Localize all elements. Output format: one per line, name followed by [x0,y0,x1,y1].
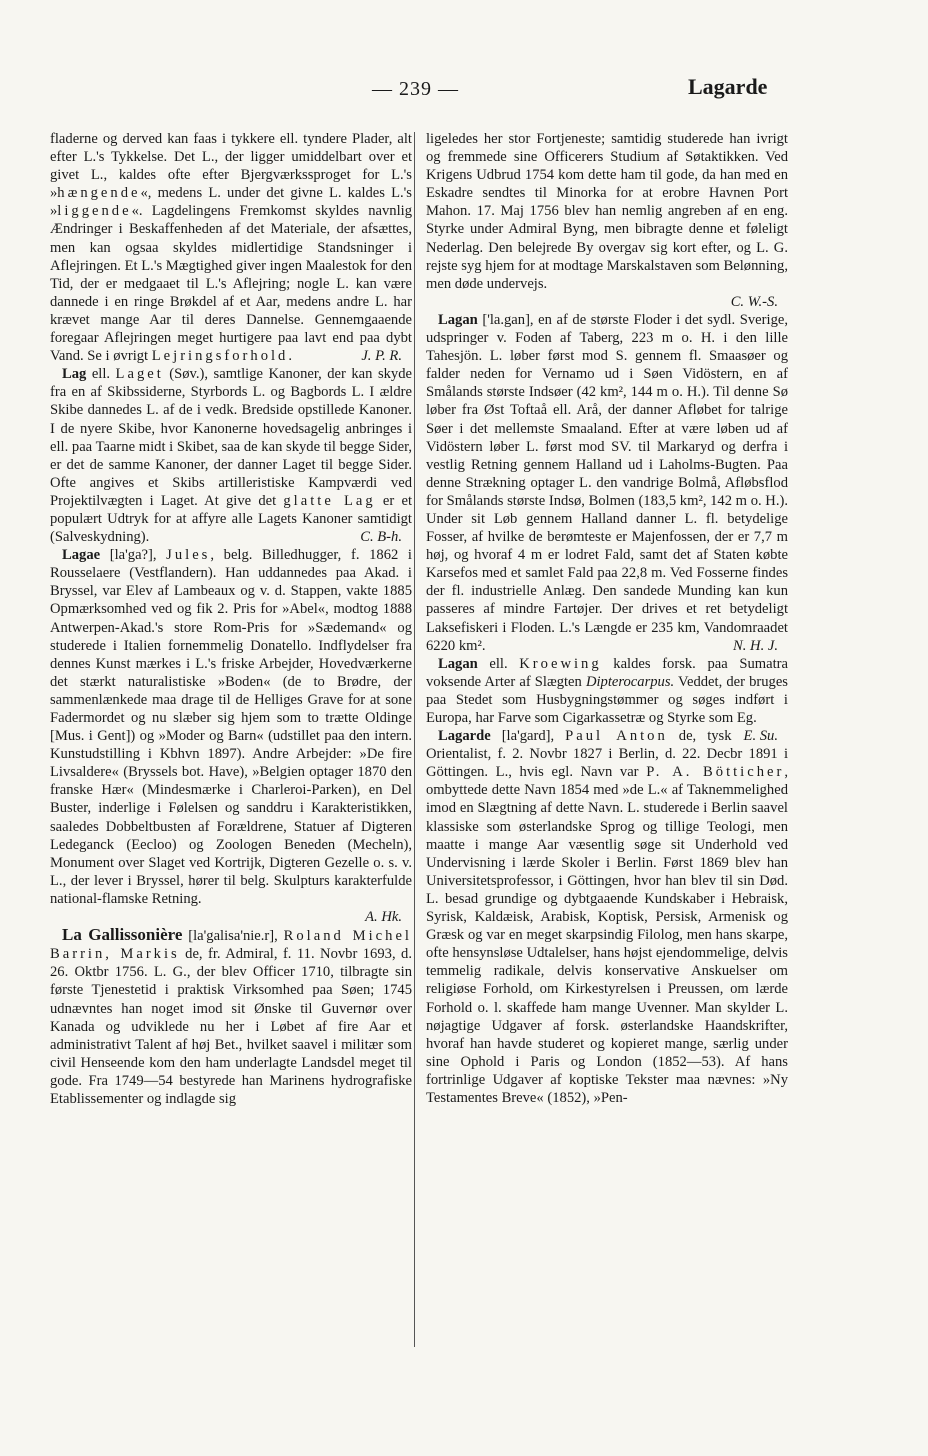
entry-la-gallissoniere-continuation: ligeledes her stor Fortjeneste; samtidig studerede han ivrigt og fremmede sine Officerers Studium af Søtaktikken. Ved Krigens Udbrud 1754 kom dette ham til gode, da han med en Eskadre sendtes til Minorka for at erobre Havnen Port Mahon. 17. Maj 1756 blev han nemlig angreben af en eng. Styrke under Admiral Byng, men bibragte denne et føleligt Nederlag. Den belejrede By overgav sig kort efter, og L. G. rejste syg hjem for at modtage Marskalstaven som Belønning, men døde undervejs. [426,131,788,292]
author-signature: A. Hk. [365,909,402,926]
headword: Lagan [438,311,478,328]
headword: Lagan [438,655,478,672]
author-signature: N. H. J. [733,637,778,654]
entry-lagan: Lagan ['la.gan], en af de største Floder i det sydl. Sverige, udspringer v. Foden af Taberg, 223 m o. H. i den lille Tahesjön. L. løber først mod S. gennem fl. Smaasøer og falder neden for Vernamo ud i Søen Vidöstern, en af Smålands største Indsøer (42 km², 144 m o. H.). Til denne Sø løber fra Øst Toftaå ell. Arå, der danner Afløbet for talrige Søer i det mellemste Smaaland. Efter at være løben ud af Vidöstern løber L. først mod SV. til Markaryd og derfra i vestlig Retning gennem Halland ud i Laholms-Bugten. Paa denne Strækning optager L. den vandrige Bolmå, Afløbsflod for Smålands største Indsø, Bolmen (183,5 km², 142 m o. H.). Under sit Løb gennem Halland danner L. fl. betydelige Fosser, af hvilke de berømteste er Majenfossen, der er 7,7 m høj, og hvoraf 4 m er lodret Fald, samt det af Staten købte Karsefos med et samlet Fald paa 22,8 m. Ved Fosserne findes der fl. industrielle Anlæg. Den sandede Munding kan kun passeres af mindre Fartøjer. Der drives et ret betydeligt Laksefiskeri i Floden. L.'s Længde er 235 km, Vandomraadet 6220 km². N. H. J. [426,311,788,654]
page-number: — 239 — [372,78,459,100]
headword: Lag [62,366,87,383]
column-divider [414,132,415,1347]
page-header [0,70,928,110]
entry-lagae: Lagae [la'ga?], Jules, belg. Billedhugger, f. 1862 i Rousselaere (Vestflandern). Han uddannedes paa Akad. i Bryssel, var Elev af Lambeaux og v. d. Stappen, vakte 1885 Opmærksomhed ved og fik 2. Pris for »Abel«, modtog 1888 Antwerpen-Akad.'s store Rom-Pris for »Sædemand« og studerede i Italien fornemmelig Donatello. Indflydelser fra dennes Kunst mærkes i L.'s friske Arbejder, Hovedværkerne det stærkt naturalistiske »Boden« (de to Brødre, der sammenlænkede maa drage til de Helliges Grave for at sone Fadermordet og nu slæber sig hjem som to trætte Oldinge [Mus. i Gent]) og »Moder og Barn« (udstillet paa den intern. Kunstudstilling i Kbhvn 1897). Andre Arbejder: »De fire Livsaldere« (Bryssels bot. Have), »Belgien optager 1870 den franske Hær« (Mindesmærke i Charleroi-Parken), en Del Buster, inderlige i Følelsen og sanddru i Karakteristikken, saaledes Dobbeltbusten af Forældrene, Statuer af Digteren Ledeganck (Eecloo) og Zoologen Beneden (Mecheln), Monument over Slaget ved Kortrijk, Digteren Gezelle o. s. v. L., der lever i Bryssel, hører til belg. Skulpturs karakterfulde national-flamske Retning. [50,547,412,907]
running-head: Lagarde [688,74,768,99]
author-signature: E. Su. [743,728,778,745]
entry-lag: Lag ell. Laget (Søv.), samtlige Kanoner, der kan skyde fra en af Skibssiderne, Styrbords L. og Bagbords L. I ældre Skibe dannedes L. af de i vedk. Bredside opstillede Kanoner. I de nyere Skibe, hvor Kanonerne hovedsagelig anbringes i ell. paa Taarne midt i Skibet, saa de kan skyde til begge Sider, er det de samme Kanoner, der danner Laget til begge Sider. Ofte angives et Skibs artilleristiske Kampværdi ved Projektilvægten i Laget. At give det glatte Lag er et populært Udtryk for at affyre alle Lagets Kanoner samtidigt (Salveskydning). C. B-h. [50,366,412,546]
left-column [50,130,412,1108]
headword: La Gallissonière [62,925,183,945]
entry-lag-continuation: fladerne og derved kan faas i tykkere ell. tyndere Plader, alt efter L.'s Tykkelse. Det L., der ligger umiddelbart over et givet L., kaldes ofte efter Bjergværkssproget for L.'s »hængende«, medens L. under det givne L. kaldes L.'s »liggende«. Lagdelingens Fremkomst skyldes navnlig Ændringer i Beskaffenheden af det Materiale, der afsættes, men kan ogsaa skyldes midlertidige Standsninger i Aflejringen. Et L.'s Mægtighed giver ingen Maalestok for den Tid, der er medgaaet til L.'s Aflejring; nogle L. kan være dannede i en ringe Brøkdel af et Aar, medens andre L. har krævet mange Aar til deres Dannelse. Gennemgaaende foregaar Aflejringen meget hurtigere paa lavt end paa dybt Vand. Se i øvrigt Lejringsforhold. J. P. R. [50,131,412,365]
author-signature: C. W.-S. [730,293,778,310]
entry-la-gallissoniere: La Gallissonière [la'galisa'nie.r], Roland Michel Barrin, Markis de, fr. Admiral, f. 11. Novbr 1693, d. 26. Oktbr 1756. L. G., der blev Officer 1710, tilbragte sin første Tjenestetid i praktisk Virksomhed paa Søen; 1745 udnævntes han noget imod sit Ønske til Guvernør over Kanada og udviklede nu her i Løbet af fire Aar et administrativt Talent af høj Bet., hvilket saavel i militær som civil Henseende kom den ham underlagte Landsdel meget til gode. Fra 1749—54 bestyrede han Marinens hydrografiske Etablissementer og indlagde sig [50,925,412,1107]
headword: Lagarde [438,728,491,745]
headword: Lagae [62,547,101,564]
entry-lagan-2: Lagan ell. Kroewing kaldes forsk. paa Sumatra voksende Arter af Slægten Dipterocarpus. Veddet, der bruges paa Stedet som Husbygningstømmer og søges indført i Europa, har Farve som Cigarkassetræ og Styrke som Eg. E. Su. [426,655,788,745]
entry-lagarde: Lagarde [la'gard], Paul Anton de, tysk Orientalist, f. 2. Novbr 1827 i Berlin, d. 22. Decbr 1891 i Göttingen. L., hvis egl. Navn var P. A. Bötticher, ombyttede dette Navn 1854 med »de L.« af Taknemmelighed imod en Slægtning af dette Navn. L. studerede i Berlin saavel klassiske som østerlandske Sprog og tillige Teologi, men maatte i mange Aar væsentlig søge sit Underhold ved Undervisning i lærde Skoler i Berlin. Først 1869 blev han Universitetsprofessor, i Göttingen, hvor han blev til sin Død. L. besad grundige og dybtgaaende Kundskaber i Hebraisk, Syrisk, Kaldæisk, Arabisk, Koptisk, Persisk, Armenisk og Græsk og var en meget skarpsindig Filolog, men hans skarpe, ofte hensynsløse Udtalelser, hans højst ejendommelige, delvis temmelig radikale, delvis konservative Anskuelser om religiøse Forhold, om Kirkestyrelsen i Preussen, om lærde Forhold o. l. skaffede ham mange Uvenner. Man skylder L. nøjagtige Udgaver af forsk. østerlandske Haandskrifter, hvoraf han havde studeret og kopieret mange, særlig under sine Ophold i Paris og London (1852—53). Af hans fortrinlige Udgaver af koptiske Tekster maa nævnes: »Ny Testamentes Breve« (1852), »Pen- [426,728,788,1106]
right-column [426,130,788,1107]
author-signature: J. P. R. [361,348,402,365]
author-signature: C. B-h. [360,529,402,546]
